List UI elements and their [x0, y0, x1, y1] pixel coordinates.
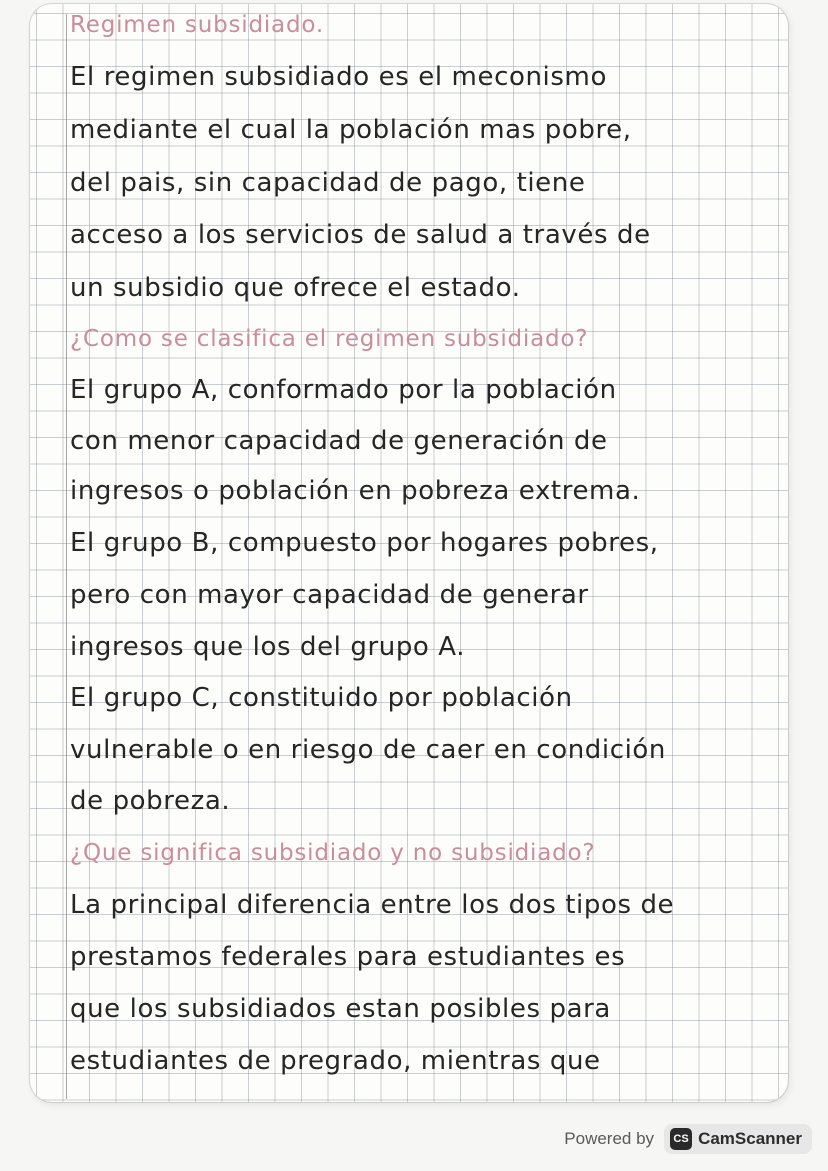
- text-line: del pais, sin capacidad de pago, tiene: [70, 168, 586, 198]
- margin-line: [66, 14, 67, 1099]
- text-line: El regimen subsidiado es el meconismo: [70, 62, 607, 92]
- camscanner-logo-icon: CS: [670, 1128, 692, 1150]
- heading-regimen-subsidiado: Regimen subsidiado.: [70, 12, 324, 38]
- text-line: La principal diferencia entre los dos tipos de: [70, 890, 675, 920]
- text-line: pero con mayor capacidad de generar: [70, 580, 589, 610]
- grid-paper-sheet: [30, 4, 788, 1102]
- text-line: que los subsidiados estan posibles para: [70, 994, 611, 1024]
- text-line: vulnerable o en riesgo de caer en condición: [70, 735, 667, 765]
- camscanner-watermark: [564, 1121, 812, 1157]
- text-line: ingresos o población en pobreza extrema.: [70, 476, 641, 506]
- text-line: El grupo C, constituido por población: [70, 683, 573, 713]
- text-line: de pobreza.: [70, 786, 231, 816]
- powered-by-label: Powered by: [564, 1129, 655, 1148]
- text-line: ingresos que los del grupo A.: [70, 632, 466, 662]
- text-line: con menor capacidad de generación de: [70, 426, 608, 456]
- text-line: un subsidio que ofrece el estado.: [70, 273, 521, 303]
- heading-significado: ¿Que significa subsidiado y no subsidiado?: [70, 840, 596, 866]
- text-line: prestamos federales para estudiantes es: [70, 942, 626, 972]
- camscanner-badge: [664, 1124, 812, 1154]
- text-line: El grupo B, compuesto por hogares pobres,: [70, 528, 659, 558]
- camscanner-brand-name: CamScanner: [698, 1129, 802, 1148]
- heading-clasificacion: ¿Como se clasifica el regimen subsidiado?: [70, 326, 589, 352]
- text-line: estudiantes de pregrado, mientras que: [70, 1046, 601, 1076]
- text-line: mediante el cual la población mas pobre,: [70, 115, 632, 145]
- text-line: El grupo A, conformado por la población: [70, 375, 617, 405]
- text-line: acceso a los servicios de salud a través de: [70, 220, 651, 250]
